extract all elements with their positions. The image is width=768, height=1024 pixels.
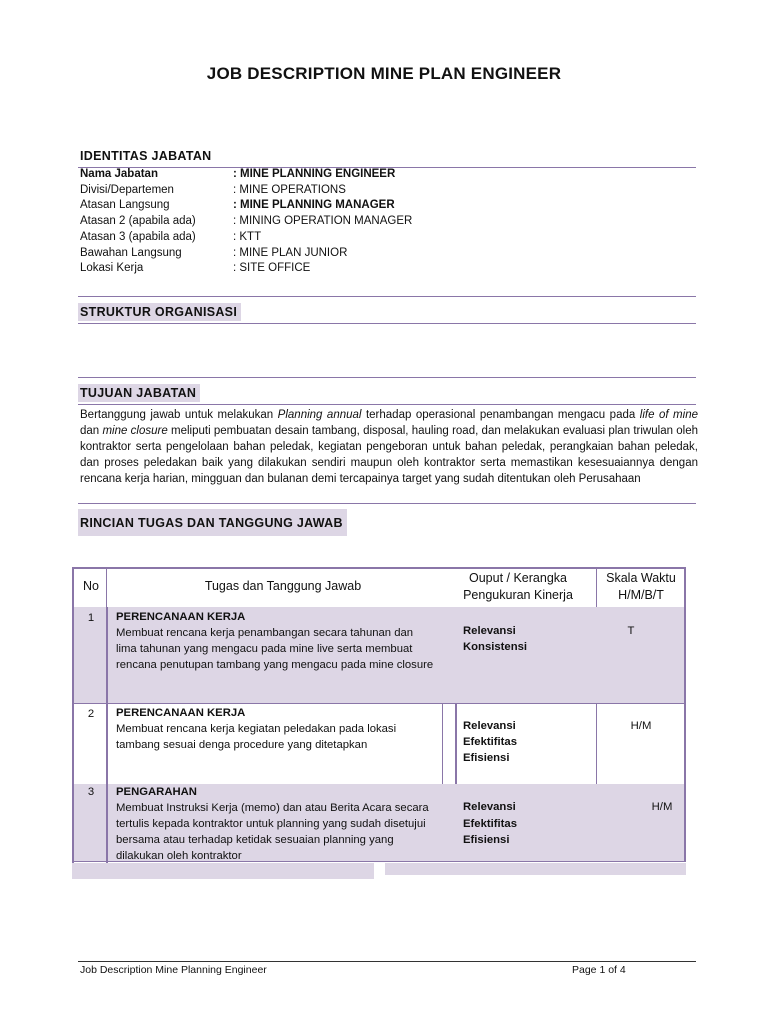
kpi-cell (463, 799, 583, 849)
identity-row (80, 215, 680, 231)
duties-section-header (78, 503, 696, 536)
identity-row (80, 247, 680, 263)
kpi-item: Relevansi (463, 801, 516, 813)
kpi-item: Relevansi (463, 625, 516, 637)
task-title: PENGARAHAN (116, 786, 197, 798)
structure-heading: STRUKTUR ORGANISASI (78, 303, 241, 321)
kpi-item: Efektifitas (463, 736, 517, 748)
identity-key: Atasan 2 (apabila ada) (80, 215, 196, 228)
footer-doc-title: Job Description Mine Planning Engineer (80, 964, 267, 976)
task-cell (116, 705, 436, 753)
page-footer (78, 961, 696, 976)
identity-row (80, 199, 680, 215)
identity-key: Lokasi Kerja (80, 262, 144, 275)
identity-row (80, 184, 680, 200)
kpi-item: Efisiensi (463, 834, 510, 846)
identity-value: : MINE PLANNING MANAGER (233, 199, 395, 212)
identity-value: : MINE PLAN JUNIOR (233, 246, 348, 259)
identity-key: Divisi/Departemen (80, 183, 174, 196)
kpi-item: Efisiensi (463, 752, 510, 764)
identity-row (80, 231, 680, 247)
identity-row (80, 262, 680, 278)
task-cell (116, 784, 436, 864)
row-number: 3 (87, 786, 95, 798)
task-description: Membuat rencana kerja kegiatan peledakan pada lokasi tambang sesuai denga procedure yang ditetapkan (116, 723, 397, 751)
structure-section-header (78, 296, 696, 324)
page-number: Page 1 of 4 (572, 964, 626, 976)
kpi-cell (463, 718, 583, 766)
header-time: Skala Waktu H/M/B/T (606, 571, 676, 602)
purpose-paragraph: Bertanggung jawab untuk melakukan Planning annual terhadap operasional penambangan mengacu pada life of mine dan mine closure meliputi pembuatan desain tambang, disposal, hauling road, dan melakukan evaluasi plan triwulan oleh kontraktor serta pengelolaan bahan peledak, kegiatan pengeboran untuk bahan peledak, perangkaian bahan peledak, dan proses peledakan baik yang dilakukan sendiri maupun oleh kontraktor serta memastikan kesesuaiannya dengan rencana kerja harian, mingguan dan bulanan demi tercapainya target yang sudah ditentukan oleh Perusahaan (80, 409, 698, 485)
identity-value: : MINE OPERATIONS (233, 183, 346, 196)
task-title: PERENCANAAN KERJA (116, 707, 246, 719)
duties-heading: RINCIAN TUGAS DAN TANGGUNG JAWAB (78, 509, 347, 536)
header-no: No (83, 579, 99, 593)
purpose-emphasis-planning: Planning annual (277, 409, 362, 421)
time-scale: T (627, 625, 635, 637)
time-scale: H/M (630, 720, 652, 732)
identity-heading: IDENTITAS JABATAN (80, 149, 212, 163)
purpose-emphasis-life-of-mine: life of mine (639, 409, 698, 421)
identity-key: Atasan 3 (apabila ada) (80, 230, 196, 243)
time-scale: H/M (651, 801, 673, 813)
row-number: 2 (87, 708, 95, 720)
identity-value: : MINE PLANNING ENGINEER (233, 168, 396, 180)
task-description: Membuat rencana kerja penambangan secara tahunan dan lima tahunan yang mengacu pada mine live serta membuat rencana penutupan tambang yang mengacu pada mine closure (116, 627, 434, 671)
task-title: PERENCANAAN KERJA (116, 611, 246, 623)
header-task: Tugas dan Tanggung Jawab (204, 579, 362, 593)
identity-row (80, 168, 680, 184)
identity-value: : KTT (233, 230, 262, 243)
purpose-heading: TUJUAN JABATAN (78, 384, 200, 402)
identity-key: Bawahan Langsung (80, 246, 182, 259)
kpi-item: Konsistensi (463, 641, 528, 653)
identity-value: : MINING OPERATION MANAGER (233, 215, 413, 228)
kpi-item: Relevansi (463, 720, 516, 732)
document-title: JOB DESCRIPTION MINE PLAN ENGINEER (206, 64, 562, 83)
kpi-item: Efektifitas (463, 817, 517, 830)
duties-table (72, 567, 686, 879)
purpose-section-header (78, 377, 696, 405)
identity-key: Atasan Langsung (80, 199, 170, 212)
identity-value: : SITE OFFICE (233, 262, 311, 275)
row-number: 1 (87, 612, 95, 624)
identity-section-header (78, 142, 696, 168)
purpose-emphasis-mine-closure: mine closure (102, 425, 168, 437)
header-kpi: Ouput / Kerangka Pengukuran Kinerja (463, 571, 573, 602)
task-cell (116, 609, 436, 673)
kpi-cell (463, 623, 583, 655)
identity-key: Nama Jabatan (80, 168, 158, 180)
task-description: Membuat Instruksi Kerja (memo) dan atau Berita Acara secara tertulis kepada kontraktor untuk planning yang sudah disetujui bersama atau terhadap ketidak sesuaian planning yang dilakukan oleh kontraktor (116, 802, 429, 862)
